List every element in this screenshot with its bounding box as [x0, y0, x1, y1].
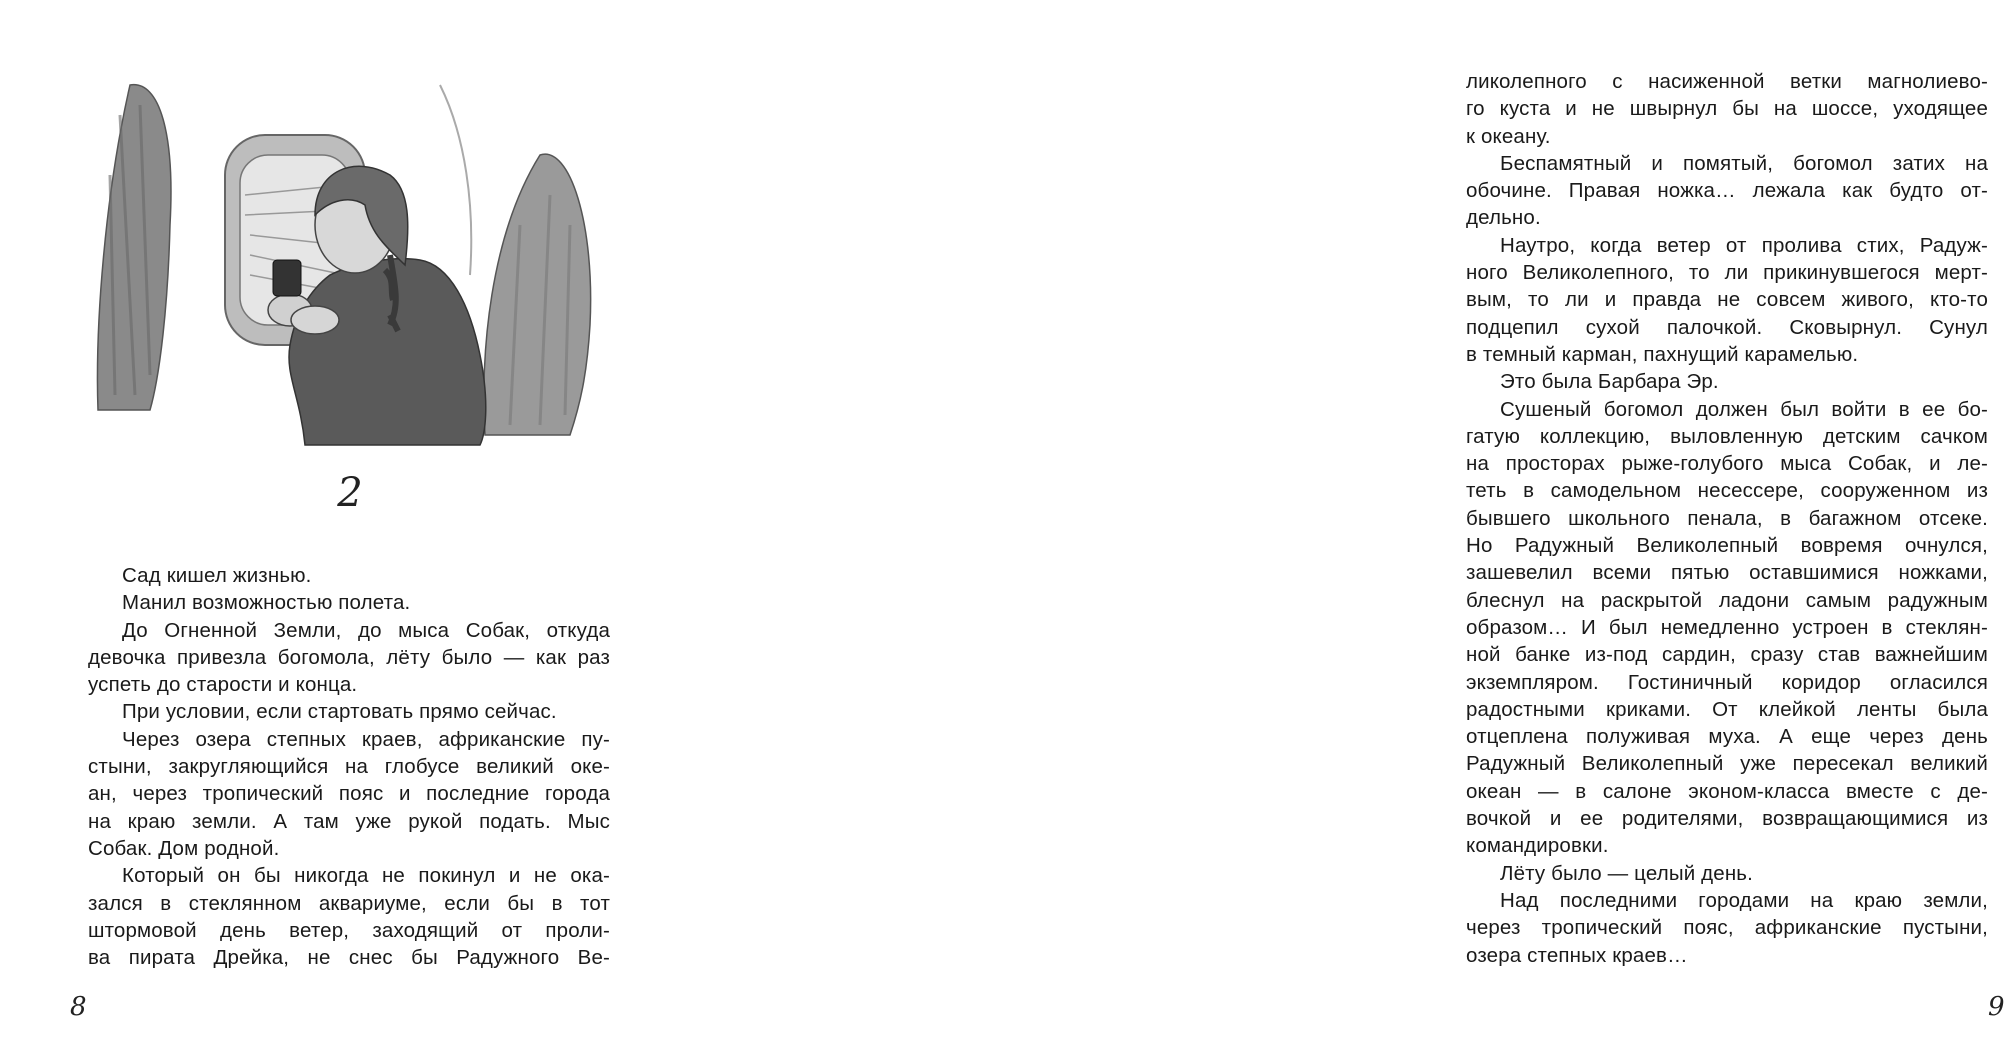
text-line: Сад кишел жизнью. — [122, 564, 312, 587]
text-line: ва пирата Дрейка, не снес бы Радужного Ве- — [88, 946, 610, 970]
text-line: отцеплена полуживая муха. А еще через день — [1466, 725, 1988, 749]
text-line: Который он бы никогда не покинул и не ока- — [122, 864, 610, 888]
text-line: экземпляром. Гостиничный коридор огласился — [1466, 670, 1988, 694]
text-line: вым, то ли и правда не совсем живого, кто-то — [1466, 288, 1988, 312]
page-number-left: 8 — [70, 992, 87, 1022]
right-page — [692, 0, 2005, 1045]
text-line: дельно. — [1466, 206, 1541, 230]
text-line: на просторах рыже-голубого мыса Собак, и ле- — [1466, 452, 1988, 476]
right-page-text — [1466, 68, 1988, 969]
text-line: штормовой день ветер, заходящий от проли- — [88, 918, 610, 942]
page-number-right: 9 — [1988, 992, 2005, 1022]
text-line: через тропический пояс, африканские пустыни, — [1466, 916, 1988, 940]
text-line: ного Великолепного, то ли прикинувшегося мерт- — [1466, 261, 1988, 285]
text-line: Но Радужный Великолепный вовремя очнулся, — [1466, 534, 1988, 558]
text-line: гатую коллекцию, выловленную детским сачком — [1466, 424, 1988, 448]
text-line: До Огненной Земли, до мыса Собак, откуда — [122, 618, 610, 642]
text-line: Радужный Великолепный уже пересекал великий — [1466, 752, 1988, 776]
left-page — [0, 0, 692, 1045]
text-line: зался в стеклянном аквариуме, если бы в тот — [88, 891, 610, 915]
text-line: ан, через тропический пояс и последние города — [88, 782, 610, 806]
text-line: Через озера степных краев, африканские пу- — [122, 727, 610, 751]
text-line: вочкой и ее родителями, возвращающимися из — [1466, 807, 1988, 831]
text-line: Над последними городами на краю земли, — [1500, 888, 1988, 912]
text-line: к океану. — [1466, 124, 1551, 148]
text-line: командировки. — [1466, 834, 1609, 858]
text-line: Сушеный богомол должен был войти в ее бо- — [1500, 397, 1988, 421]
text-line: подцепил сухой палочкой. Сковырнул. Сунул — [1466, 315, 1988, 339]
text-line: го куста и не швырнул бы на шоссе, уходящее — [1466, 97, 1988, 121]
text-line: теть в самодельном несессере, сооруженном из — [1466, 479, 1988, 503]
text-line: зашевелил всеми пятью оставшимися ножками, — [1466, 561, 1988, 585]
text-line: Беспамятный и помятый, богомол затих на — [1500, 151, 1988, 175]
text-line: Лёту было — целый день. — [1500, 861, 1753, 885]
text-line: в темный карман, пахнущий карамелью. — [1466, 342, 1859, 366]
airplane-window-girl-illustration — [90, 75, 610, 445]
text-line: Манил возможностью полета. — [122, 591, 411, 615]
text-line: озера степных краев… — [1466, 943, 1688, 967]
text-line: радостными криками. От клейкой ленты была — [1466, 697, 1988, 721]
text-line: Это была Барбара Эр. — [1500, 370, 1719, 394]
text-line: При условии, если стартовать прямо сейчас. — [122, 700, 557, 724]
text-line: океан — в салоне эконом-класса вместе с де- — [1466, 779, 1988, 803]
text-line: блеснул на раскрытой ладони самым радужным — [1466, 588, 1988, 612]
left-page-text — [88, 562, 610, 971]
chapter-number: 2 — [337, 470, 363, 516]
text-line: на краю земли. А там уже рукой подать. Мыс — [88, 809, 610, 833]
text-line: девочка привезла богомола, лёту было — как раз — [88, 645, 610, 669]
text-line: стыни, закругляющийся на глобусе великий оке- — [88, 755, 610, 779]
text-line: образом… И был немедленно устроен в стеклян- — [1466, 615, 1988, 639]
text-line: успеть до старости и конца. — [88, 673, 358, 697]
text-line: бывшего школьного пенала, в багажном отсеке. — [1466, 506, 1988, 530]
text-line: ликолепного с насиженной ветки магнолиево- — [1466, 70, 1988, 93]
text-line: ной банке из-под сардин, сразу став важнейшим — [1466, 643, 1988, 667]
text-line: Собак. Дом родной. — [88, 836, 280, 860]
text-line: обочине. Правая ножка… лежала как будто от- — [1466, 179, 1988, 203]
text-line: Наутро, когда ветер от пролива стих, Радуж- — [1500, 233, 1988, 257]
